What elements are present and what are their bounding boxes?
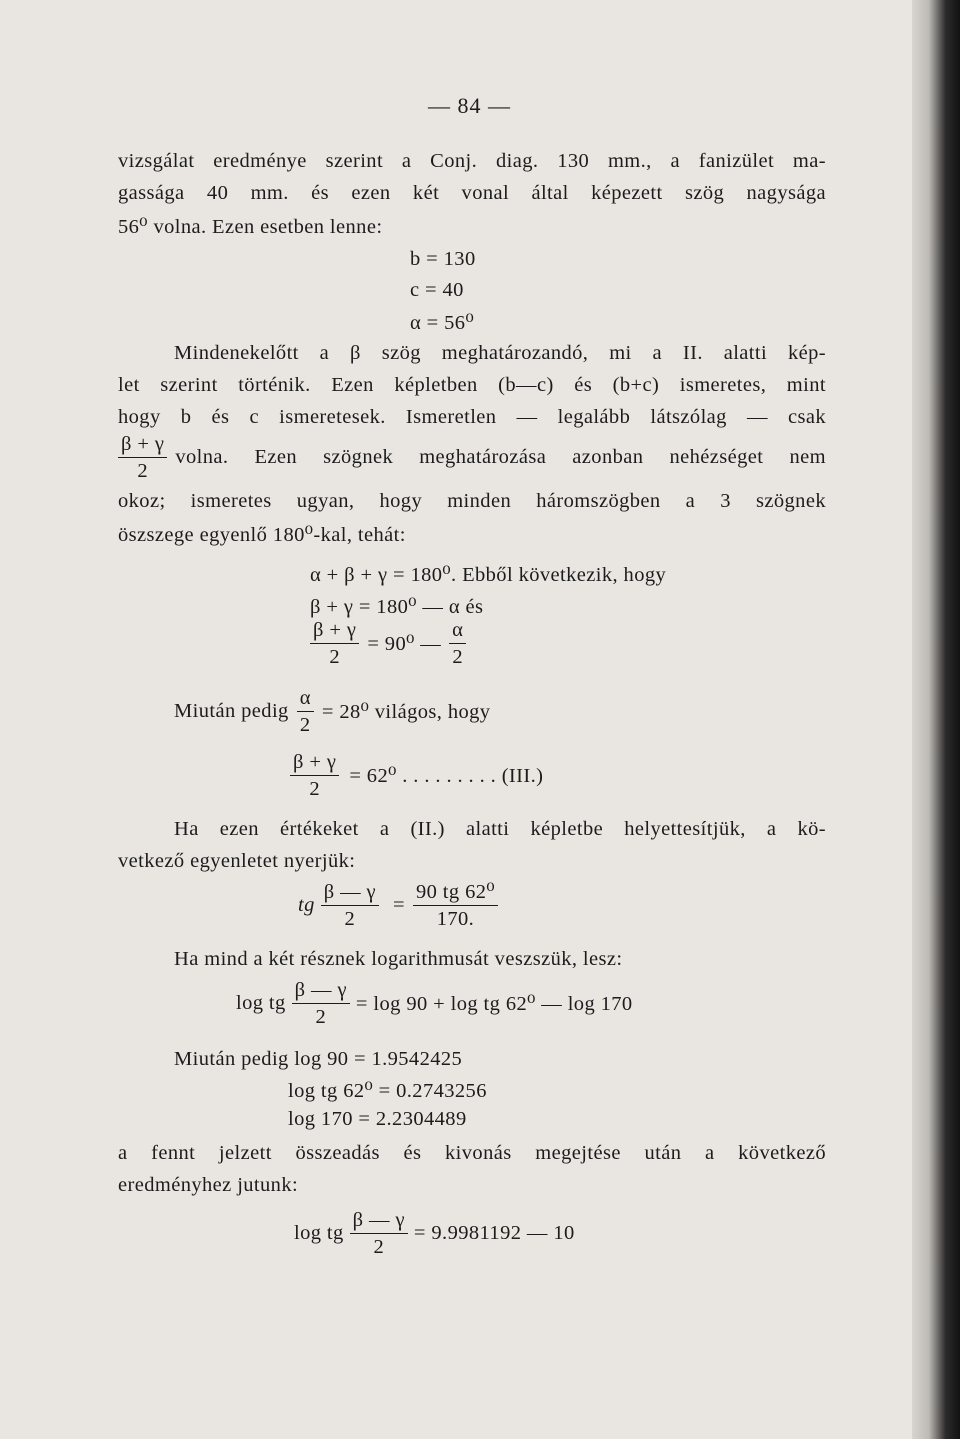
fraction-alpha-over-2: $\frac{\alpha}{2}$ xyxy=(297,688,314,735)
fraction-tangent-rhs: $\frac{\text{90 tg 62⁰}}{170.}$ xyxy=(413,882,498,929)
equation-angle-sum: α + β + γ = 180⁰. Ebből következik, hogy xyxy=(310,564,667,586)
text-line: Mindenekelőtt a β szög meghatározandó, mi a II. alatti kép- xyxy=(174,342,826,364)
text-line: hogy b és c ismeretesek. Ismeretlen — legalább látszólag — csak xyxy=(118,406,826,428)
fraction-beta-gamma-over-2: $\frac{\beta + \gamma}{2}$ xyxy=(118,434,167,481)
equation-iii: $\frac{\beta + \gamma}{2}$ = 62⁰ . . . . . . . . . (III.) xyxy=(290,752,543,799)
text-line: okoz; ismeretes ugyan, hogy minden háromszögben a 3 szögnek xyxy=(118,490,826,512)
text-line: vetkező egyenletet nyerjük: xyxy=(118,850,356,872)
fraction-beta-minus-gamma-over-2: $\frac{\beta — \gamma}{2}$ xyxy=(292,980,350,1027)
text-line: Ha ezen értékeket a (II.) alatti képletbe helyettesítjük, a kö- xyxy=(174,818,826,840)
fraction-beta-minus-gamma-over-2: $\frac{\beta — \gamma}{2}$ xyxy=(350,1210,408,1257)
text-line: Ha mind a két résznek logarithmusát veszszük, lesz: xyxy=(174,948,623,970)
text-line: eredményhez jutunk: xyxy=(118,1174,299,1196)
equation-c: c = 40 xyxy=(410,279,464,301)
page-number: — 84 — xyxy=(428,93,511,118)
equation-b: b = 130 xyxy=(410,248,476,270)
equation-beta-gamma: β + γ = 180⁰ — α és xyxy=(310,596,484,618)
fraction-line xyxy=(118,434,826,481)
text-line: volna. Ezen szögnek meghatározása azonban nehézséget nem xyxy=(175,446,826,468)
fraction-beta-gamma-over-2: $\frac{\beta + \gamma}{2}$ xyxy=(310,620,359,667)
text-line: vizsgálat eredménye szerint a Conj. diag. 130 mm., a fanizület ma- xyxy=(118,150,826,172)
equation-log: log tg $\frac{\beta — \gamma}{2}$ = log 90 + log tg 62⁰ — log 170 xyxy=(236,979,633,1028)
equation-alpha-half: Miután pedig $\frac{\alpha}{2}$ = 28⁰ világos, hogy xyxy=(174,687,491,736)
equation-final: log tg $\frac{\beta — \gamma}{2}$ = 9.9981192 — 10 xyxy=(294,1209,575,1258)
book-page xyxy=(118,0,826,1439)
fraction-alpha-over-2: $\frac{\alpha}{2}$ xyxy=(449,620,466,667)
equation-alpha: α = 56⁰ xyxy=(410,312,475,334)
equation-half-sum: $\frac{\beta + \gamma}{2}$ = 90⁰ — $\frac{\alpha}{2}$ xyxy=(310,620,466,667)
equation-tangent: tg $\frac{\beta — \gamma}{2}$ = $\frac{\text{90 tg 62⁰}}{170.}$ xyxy=(298,882,498,929)
log-value-90: Miután pedig log 90 = 1.9542425 xyxy=(174,1048,463,1070)
log-value-tg62: log tg 62⁰ = 0.2743256 xyxy=(288,1080,487,1102)
fraction-beta-gamma-over-2: $\frac{\beta + \gamma}{2}$ xyxy=(290,752,339,799)
text-line: öszszege egyenlő 180⁰-kal, tehát: xyxy=(118,524,406,546)
book-gutter-shadow xyxy=(912,0,960,1439)
log-value-170: log 170 = 2.2304489 xyxy=(288,1108,467,1130)
fraction-beta-minus-gamma-over-2: $\frac{\beta — \gamma}{2}$ xyxy=(321,882,379,929)
text-line: let szerint történik. Ezen képletben (b—c) és (b+c) ismeretes, mint xyxy=(118,374,826,396)
text-line: 56⁰ volna. Ezen esetben lenne: xyxy=(118,216,383,238)
text-line: a fennt jelzett összeadás és kivonás megejtése után a következő xyxy=(118,1142,826,1164)
text-line: gassága 40 mm. és ezen két vonal által képezett szög nagysága xyxy=(118,182,826,204)
